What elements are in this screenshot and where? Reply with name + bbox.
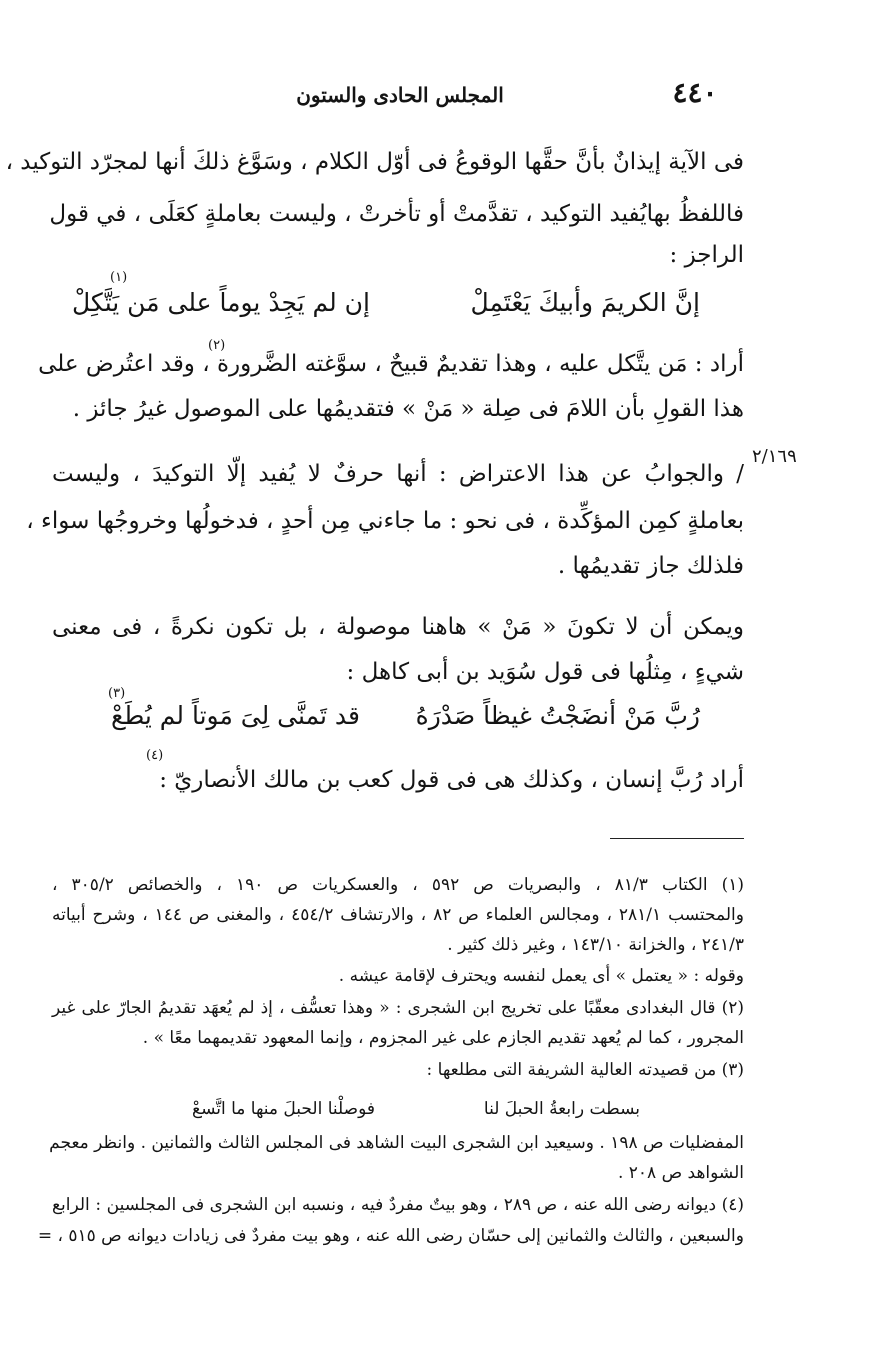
body-line-5: هذا القولِ بأن اللامَ فى صِلة « مَنْ » فتقديمُها على الموصول غيرُ جائز .	[72, 396, 744, 422]
verse1-second-hemistich: إن لم يَجِدْ يوماً على مَن يَتَّكِلْ	[71, 288, 370, 317]
footnote-mark-3: (٣)	[108, 686, 126, 701]
page-number: ٤٤٠	[672, 76, 718, 109]
margin-reference: ٢/١٦٩	[752, 446, 797, 467]
footnote-verse-second-hemistich: فوصلْنا الحبلَ منها ما اتَّسعْ	[192, 1099, 375, 1119]
body-line-11: أراد رُبَّ إنسان ، وكذلك هى فى قول كعب بن مالك الأنصاريّ :	[159, 767, 744, 793]
footnote-line-8: المفضليات ص ١٩٨ . وسيعيد ابن الشجرى البيت الشاهد فى المجلس الثالث والثمانين . وانظر معجم	[49, 1133, 744, 1153]
body-line-10: شيءٍ ، مِثلُها فى قول سُوَيد بن أبى كاهل :	[346, 659, 744, 685]
running-title: المجلس الحادى والستون	[296, 83, 504, 107]
body-line-8: فلذلك جاز تقديمُها .	[557, 553, 744, 579]
verse2-first-hemistich: رُبَّ مَنْ أنضَجْتُ غيظاً صَدْرَهُ	[415, 701, 700, 730]
footnote-separator	[610, 838, 744, 839]
footnote-line-5: (٢) قال البغدادى معقّبًا على تخريج ابن الشجرى : « وهذا تعسُّف ، إذ لم يُعهَد تقديمُ الجارّ على غير	[52, 998, 744, 1018]
footnote-mark-1: (١)	[110, 270, 128, 285]
footnote-line-4: وقوله : « يعتمل » أى يعمل لنفسه ويحترف لإقامة عيشه .	[338, 966, 744, 986]
body-line-4: أراد : مَن يتَّكل عليه ، وهذا تقديمٌ قبيحٌ ، سوَّغته الضَّرورة ، وقد اعتُرض على	[38, 351, 744, 377]
footnote-line-3: ٢٤١/٣ ، والخزانة ١٤٣/١٠ ، وغير ذلك كثير .	[447, 935, 744, 955]
body-line-7: بعاملةٍ كمِن المؤكِّدة ، فى نحو : ما جاءني مِن أحدٍ ، فدخولُها وخروجُها سواء ،	[26, 508, 744, 534]
footnote-mark-2: (٢)	[208, 338, 226, 353]
footnote-line-1: (١) الكتاب ٨١/٣ ، والبصريات ص ٥٩٢ ، والعسكريات ص ١٩٠ ، والخصائص ٣٠٥/٢ ،	[52, 875, 745, 895]
footnote-line-7: (٣) من قصيدته العالية الشريفة التى مطلعها :	[426, 1060, 744, 1080]
body-line-6: / والجوابُ عن هذا الاعتراض : أنها حرفٌ لا يُفيد إلّا التوكيدَ ، وليست	[52, 461, 744, 487]
body-line-2: فاللفظُ بهايُفيد التوكيد ، تقدَّمتْ أو تأخرتْ ، وليست بعاملةٍ كعَلَى ، في قول	[49, 201, 744, 227]
footnote-line-11: والسبعين ، والثالث والثمانين إلى حسّان رضى الله عنه ، وهو بيت مفردٌ فى زيادات ديوانه ص ٥١٥ ، =	[37, 1226, 744, 1246]
footnote-line-2: والمحتسب ٢٨١/١ ، ومجالس العلماء ص ٨٢ ، والارتشاف ٤٥٤/٢ ، والمغنى ص ١٤٤ ، وشرح أبياته	[52, 905, 744, 925]
body-line-3: الراجز :	[669, 242, 744, 268]
verse1-first-hemistich: إنَّ الكريمَ وأبيكَ يَعْتَمِلْ	[470, 288, 700, 317]
body-line-1: فى الآية إيذانٌ بأنَّ حقَّها الوقوعُ فى أوّل الكلام ، وسَوَّغ ذلكَ أنها لمجرّد التوكيد ،	[5, 149, 744, 175]
verse2-second-hemistich: قد تَمنَّى لِىَ مَوتاً لم يُطَعْ	[111, 701, 360, 730]
footnote-verse-first-hemistich: بسطت رابعةُ الحبلَ لنا	[483, 1099, 640, 1119]
footnote-line-9: الشواهد ص ٢٠٨ .	[617, 1163, 744, 1183]
body-line-9: ويمكن أن لا تكونَ « مَنْ » هاهنا موصولة ، بل تكون نكرةً ، فى معنى	[52, 614, 744, 640]
footnote-mark-4: (٤)	[146, 748, 164, 763]
footnote-line-6: المجرور ، كما لم يُعهد تقديم الجازم على غير المجزوم ، وإنما المعهود تقديمهما معًا » .	[142, 1028, 744, 1048]
footnote-line-10: (٤) ديوانه رضى الله عنه ، ص ٢٨٩ ، وهو بيتٌ مفردٌ فيه ، ونسبه ابن الشجرى فى المجلسين : الرابع	[52, 1195, 744, 1215]
